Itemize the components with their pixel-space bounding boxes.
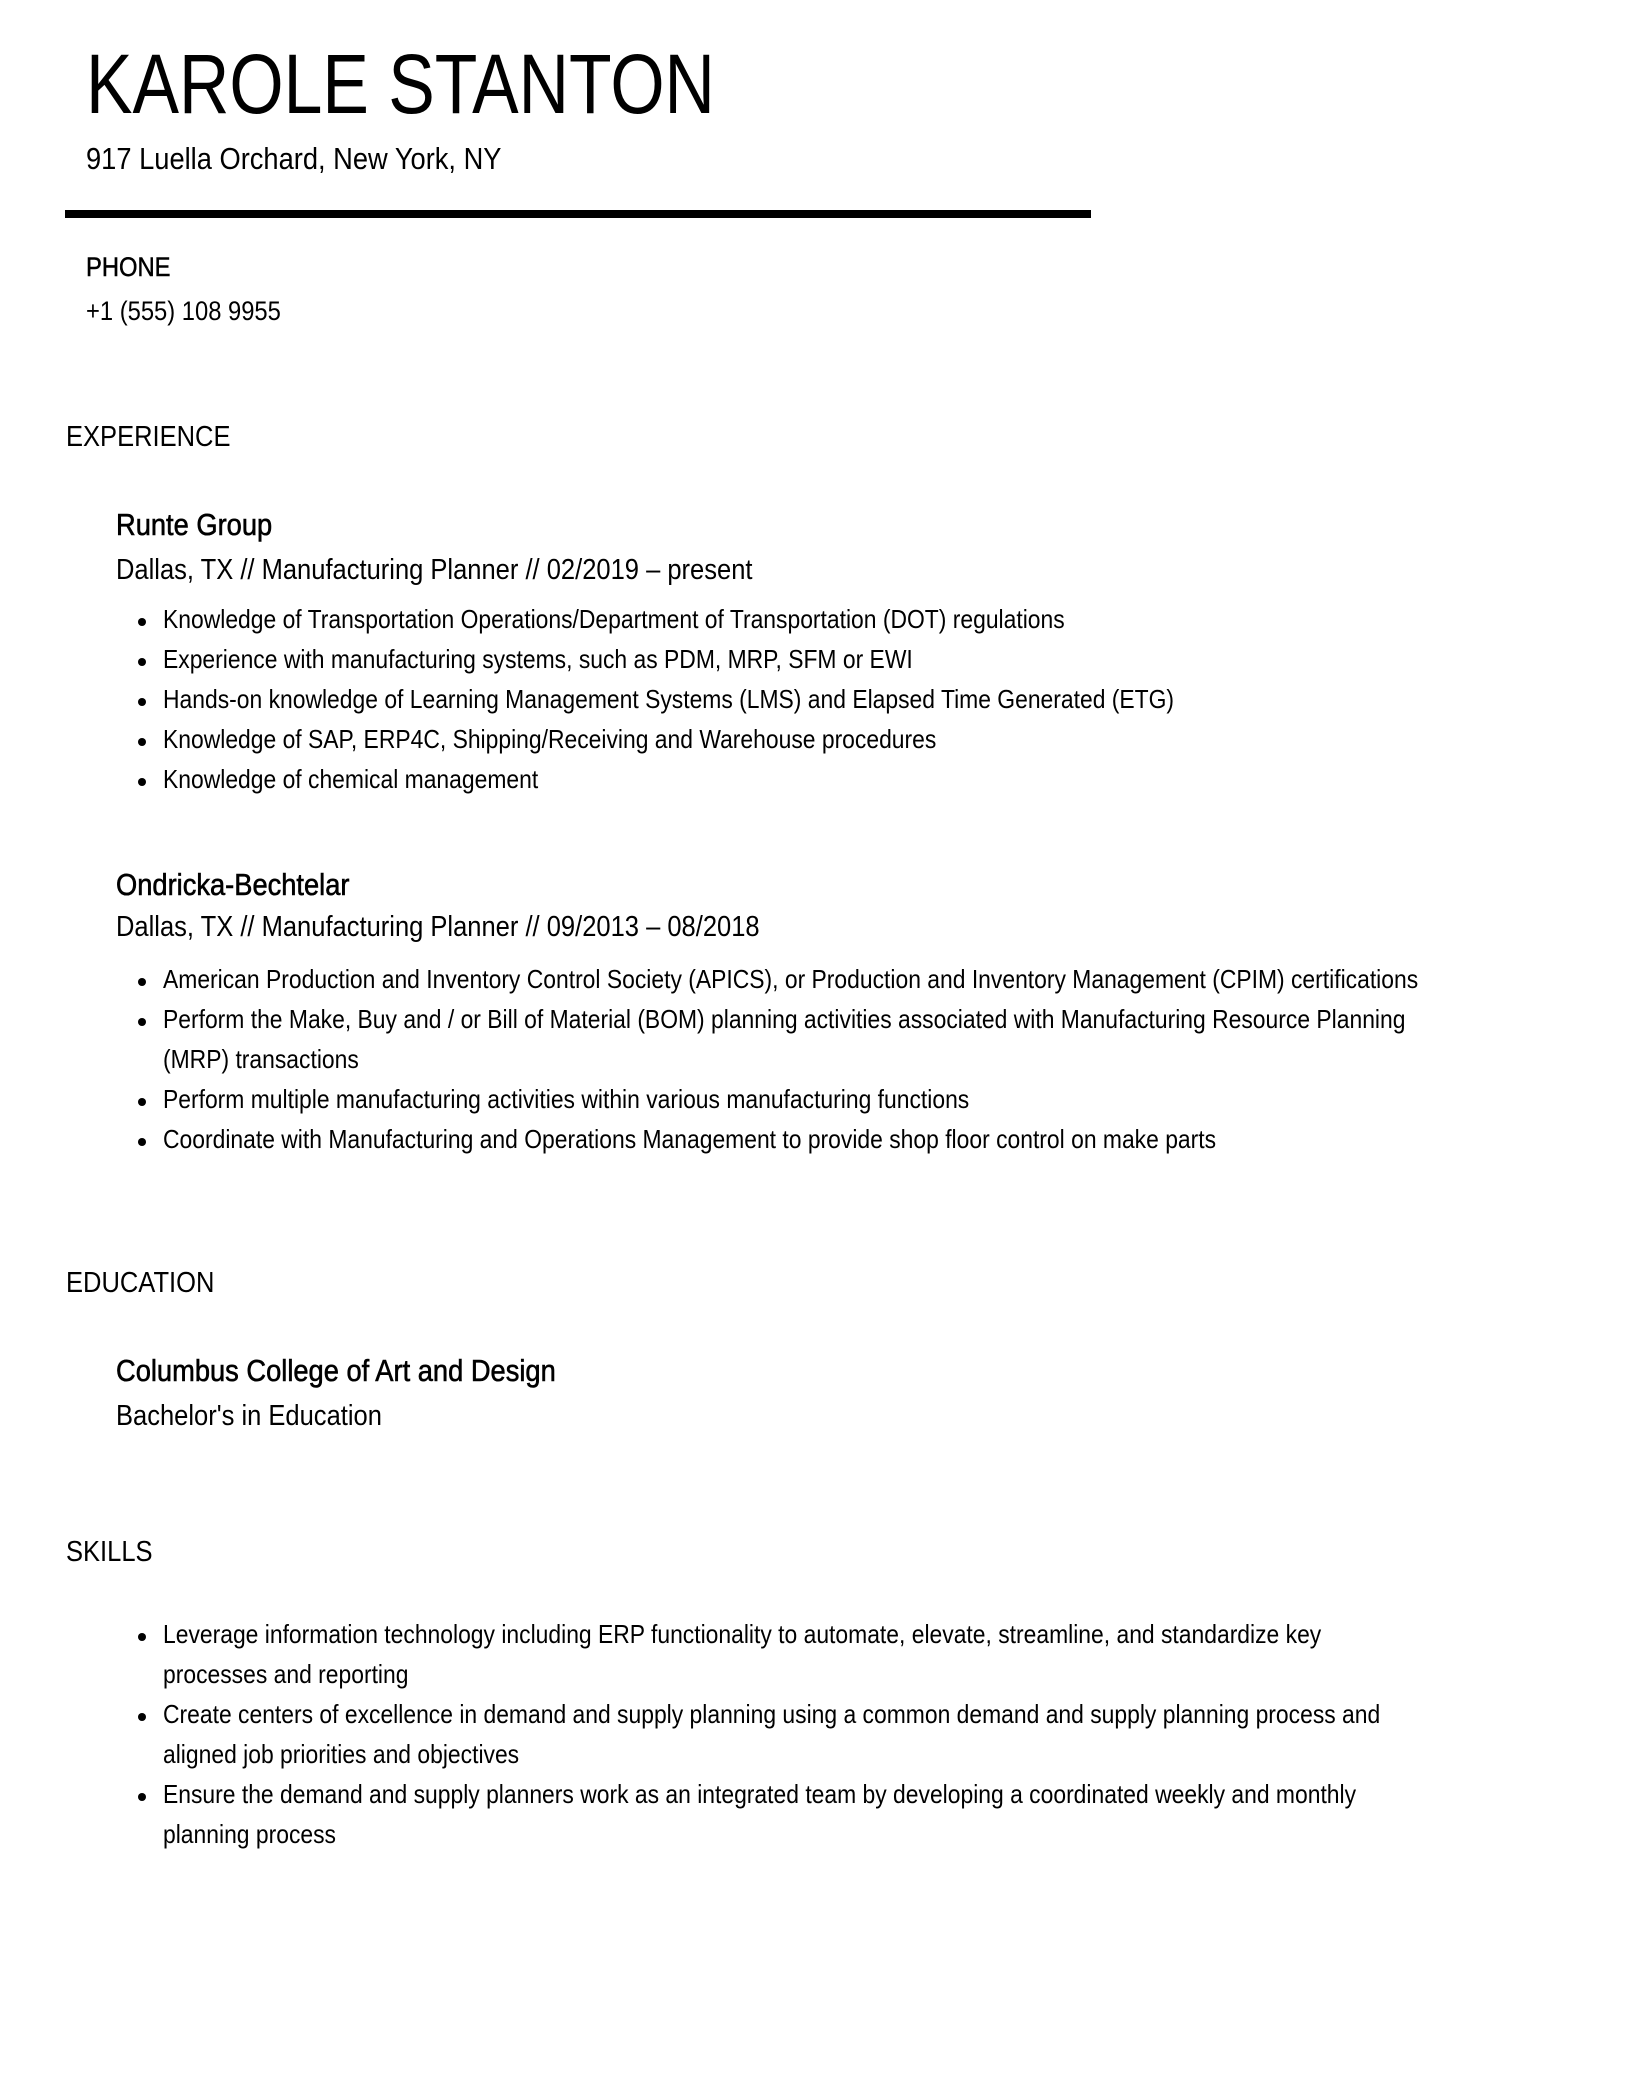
bullet-line-continued [0, 1039, 1589, 1079]
bullet-text: Experience with manufacturing systems, such as PDM, MRP, SFM or EWI [163, 644, 913, 674]
bullet-text: Perform the Make, Buy and / or Bill of Material (BOM) planning activities associated with Manufacturing Resource Planning [163, 1004, 1406, 1034]
header-divider [65, 210, 1091, 218]
bullet-text: Ensure the demand and supply planners work as an integrated team by developing a coordinated weekly and monthly [163, 1779, 1357, 1809]
bullet-text: Perform multiple manufacturing activities within various manufacturing functions [163, 1084, 970, 1114]
bullet-item [0, 599, 1312, 639]
job-meta [116, 913, 847, 942]
education-degree-text: Bachelor's in Education [116, 1400, 382, 1432]
bullet-line [0, 1119, 1589, 1159]
bullet-text: Coordinate with Manufacturing and Operations Management to provide shop floor control on make parts [163, 1124, 1217, 1154]
bullet-text: Leverage information technology including ERP functionality to automate, elevate, streamline, and standardize key [163, 1619, 1322, 1649]
candidate-address-text: 917 Luella Orchard, New York, NY [86, 141, 502, 176]
job-company-text: Ondricka-Bechtelar [116, 867, 350, 902]
bullet-line [0, 1614, 1546, 1654]
bullet-item [0, 679, 1312, 719]
education-school [116, 1355, 616, 1386]
bullet-line [0, 759, 1312, 799]
section-title-experience [66, 423, 253, 452]
bullet-icon [138, 618, 146, 626]
bullet-item [0, 999, 1589, 1079]
bullet-text: Create centers of excellence in demand and supply planning using a common demand and supply planning process and [163, 1699, 1381, 1729]
bullet-line [0, 639, 1312, 679]
job-bullet-list [0, 959, 1589, 1159]
bullet-line [0, 719, 1312, 759]
bullet-line-continued [0, 1654, 1546, 1694]
job-meta-text: Dallas, TX // Manufacturing Planner // 09/2013 – 08/2018 [116, 911, 760, 943]
bullet-text: American Production and Inventory Control Society (APICS), or Production and Inventory Management (CPIM) certifications [163, 964, 1419, 994]
bullet-text: (MRP) transactions [163, 1044, 359, 1074]
bullet-item [0, 719, 1312, 759]
bullet-text: processes and reporting [163, 1659, 409, 1689]
bullet-text: Knowledge of chemical management [163, 764, 539, 794]
bullet-icon [138, 1713, 146, 1721]
job-company-text: Runte Group [116, 507, 273, 542]
job-meta [116, 556, 839, 585]
bullet-line-continued [0, 1734, 1546, 1774]
bullet-item [0, 959, 1589, 999]
section-title-skills-text: SKILLS [66, 1536, 153, 1568]
bullet-item [0, 759, 1312, 799]
section-title-skills [66, 1538, 164, 1567]
bullet-icon [138, 738, 146, 746]
bullet-icon [138, 1138, 146, 1146]
section-title-experience-text: EXPERIENCE [66, 421, 231, 453]
bullet-icon [138, 1018, 146, 1026]
bullet-line-continued [0, 1814, 1546, 1854]
job-company [116, 509, 294, 540]
job-meta-text: Dallas, TX // Manufacturing Planner // 02/2019 – present [116, 554, 753, 586]
job-company [116, 869, 381, 900]
bullet-text: Knowledge of SAP, ERP4C, Shipping/Receiving and Warehouse procedures [163, 724, 937, 754]
bullet-line [0, 959, 1589, 999]
candidate-name-text: KAROLE STANTON [86, 37, 715, 131]
bullet-item [0, 639, 1312, 679]
bullet-icon [138, 1098, 146, 1106]
bullet-icon [138, 658, 146, 666]
bullet-item [0, 1119, 1589, 1159]
bullet-icon [138, 698, 146, 706]
bullet-line [0, 679, 1312, 719]
bullet-item [0, 1079, 1589, 1119]
section-title-education [66, 1269, 235, 1298]
candidate-name [86, 37, 844, 131]
bullet-text: Hands-on knowledge of Learning Management Systems (LMS) and Elapsed Time Generated (ETG) [163, 684, 1175, 714]
phone-value [86, 298, 307, 325]
skills-bullet-list [0, 1614, 1546, 1854]
job-bullet-list [0, 599, 1312, 799]
bullet-text: planning process [163, 1819, 336, 1849]
bullet-item [0, 1614, 1546, 1694]
candidate-address [86, 143, 558, 174]
section-title-education-text: EDUCATION [66, 1267, 215, 1299]
bullet-line [0, 1774, 1546, 1814]
bullet-text: Knowledge of Transportation Operations/Department of Transportation (DOT) regulations [163, 604, 1065, 634]
bullet-line [0, 1694, 1546, 1734]
bullet-item [0, 1694, 1546, 1774]
education-school-text: Columbus College of Art and Design [116, 1353, 556, 1388]
bullet-icon [138, 778, 146, 786]
bullet-icon [138, 1633, 146, 1641]
bullet-line [0, 1079, 1589, 1119]
bullet-line [0, 599, 1312, 639]
bullet-text: aligned job priorities and objectives [163, 1739, 520, 1769]
phone-value-text: +1 (555) 108 9955 [86, 296, 281, 326]
phone-label [86, 254, 182, 281]
phone-label-text: PHONE [86, 252, 171, 282]
bullet-icon [138, 978, 146, 986]
bullet-line [0, 999, 1589, 1039]
education-degree [116, 1402, 418, 1431]
bullet-icon [138, 1793, 146, 1801]
bullet-item [0, 1774, 1546, 1854]
